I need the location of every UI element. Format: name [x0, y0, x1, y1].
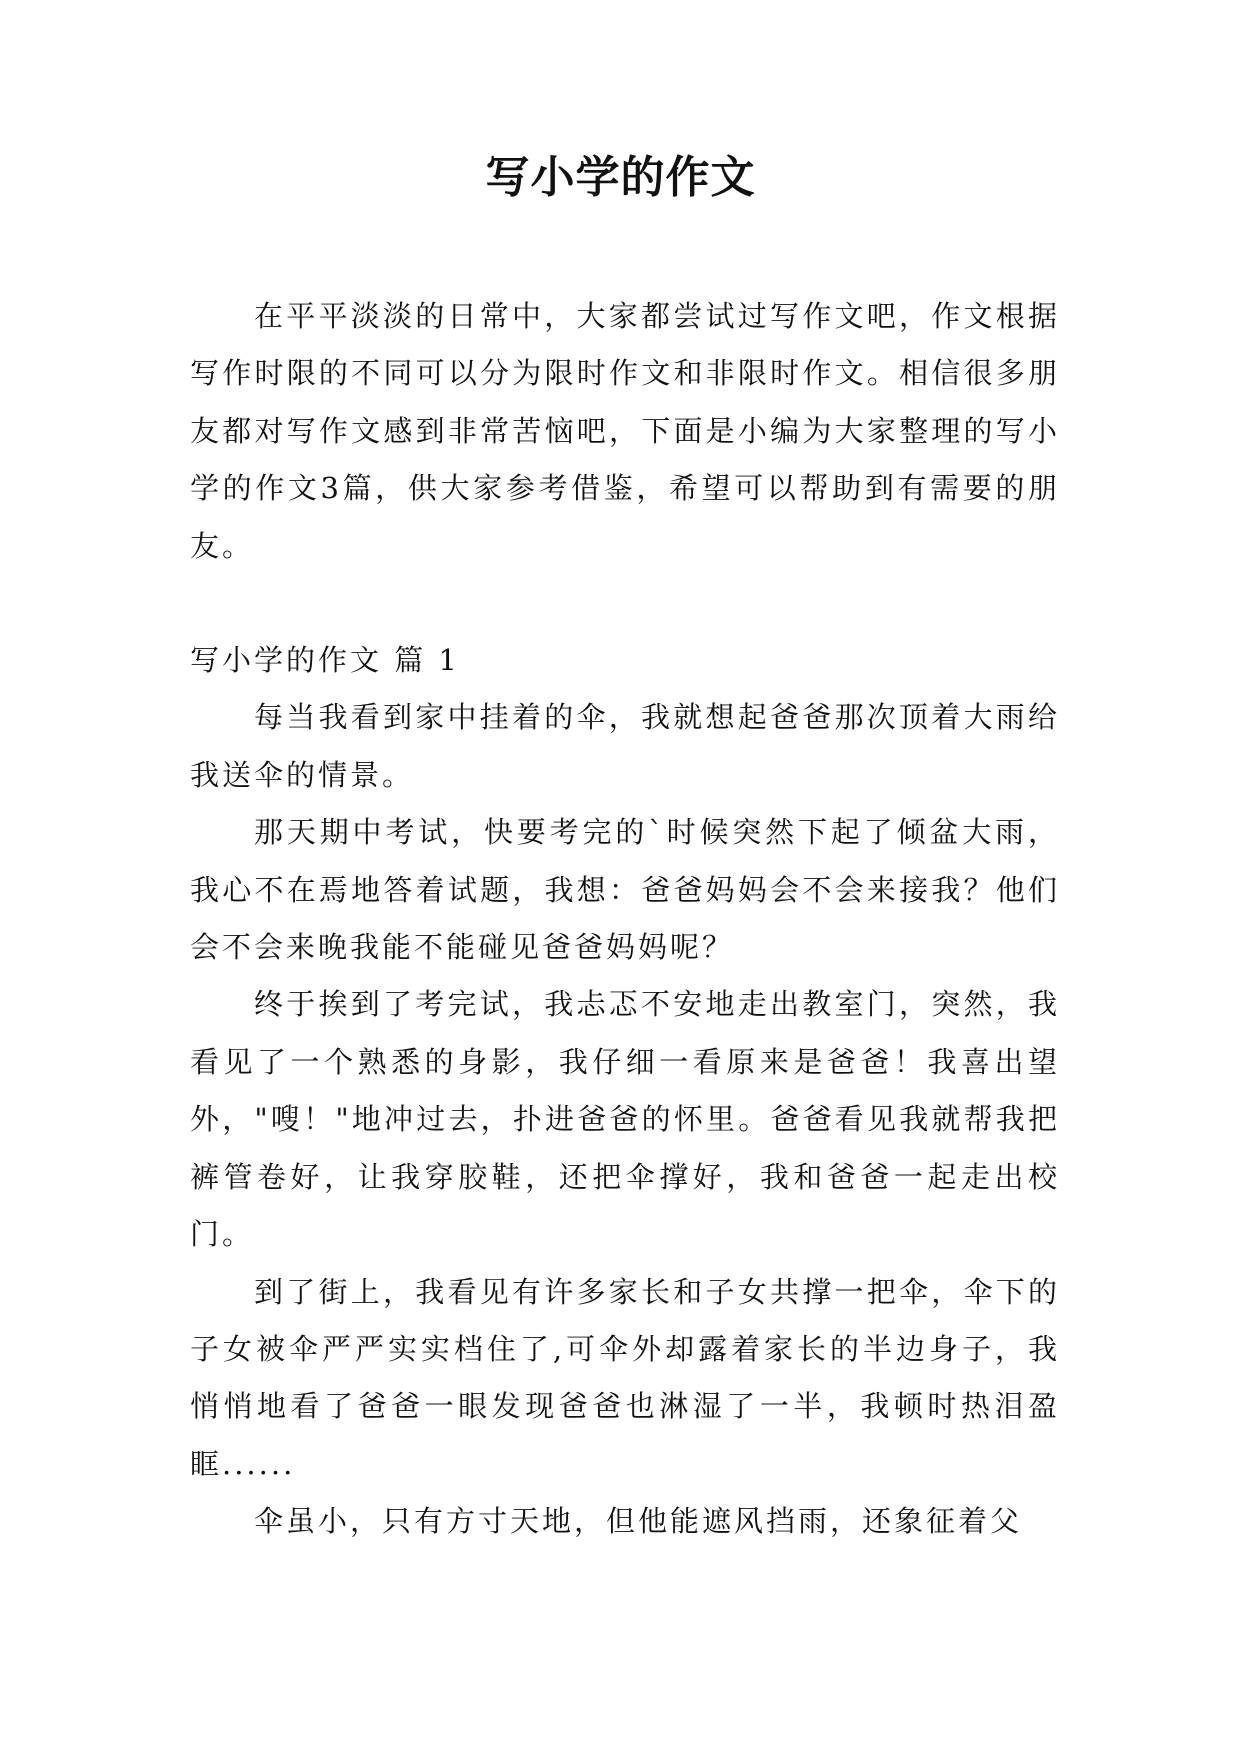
section-heading: 写小学的作文 篇 1	[190, 643, 460, 678]
body-paragraph: 伞虽小，只有方寸天地，但他能遮风挡雨，还象征着父	[254, 1504, 1023, 1539]
document-title: 写小学的作文	[485, 152, 756, 203]
body-paragraph: 到了街上，我看见有许多家长和子女共撑一把伞，伞下的子女被伞严严实实档住了,可伞外却露着家长的半边身子，我悄悄地看了爸爸一眼发现爸爸也淋湿了一半，我顿时热泪盈眶......	[190, 1274, 1060, 1481]
intro-paragraph: 在平平淡淡的日常中，大家都尝试过写作文吧，作文根据写作时限的不同可以分为限时作文和非限时作文。相信很多朋友都对写作文感到非常苦恼吧，下面是小编为大家整理的写小学的作文3篇，供大家参考借鉴，希望可以帮助到有需要的朋友。	[190, 299, 1060, 563]
body-paragraph: 每当我看到家中挂着的伞，我就想起爸爸那次顶着大雨给我送伞的情景。	[190, 700, 1060, 792]
document-body	[190, 288, 1060, 1551]
body-paragraph: 终于挨到了考完试，我忐忑不安地走出教室门，突然，我看见了一个熟悉的身影，我仔细一看原来是爸爸！我喜出望外，"嗖！"地冲过去，扑进爸爸的怀里。爸爸看见我就帮我把裤管卷好，让我穿胶鞋，还把伞撑好，我和爸爸一起走出校门。	[190, 987, 1060, 1252]
body-paragraph: 那天期中考试，快要考完的`时候突然下起了倾盆大雨，我心不在焉地答着试题，我想：爸爸妈妈会不会来接我？他们会不会来晚我能不能碰见爸爸妈妈呢？	[190, 815, 1060, 965]
